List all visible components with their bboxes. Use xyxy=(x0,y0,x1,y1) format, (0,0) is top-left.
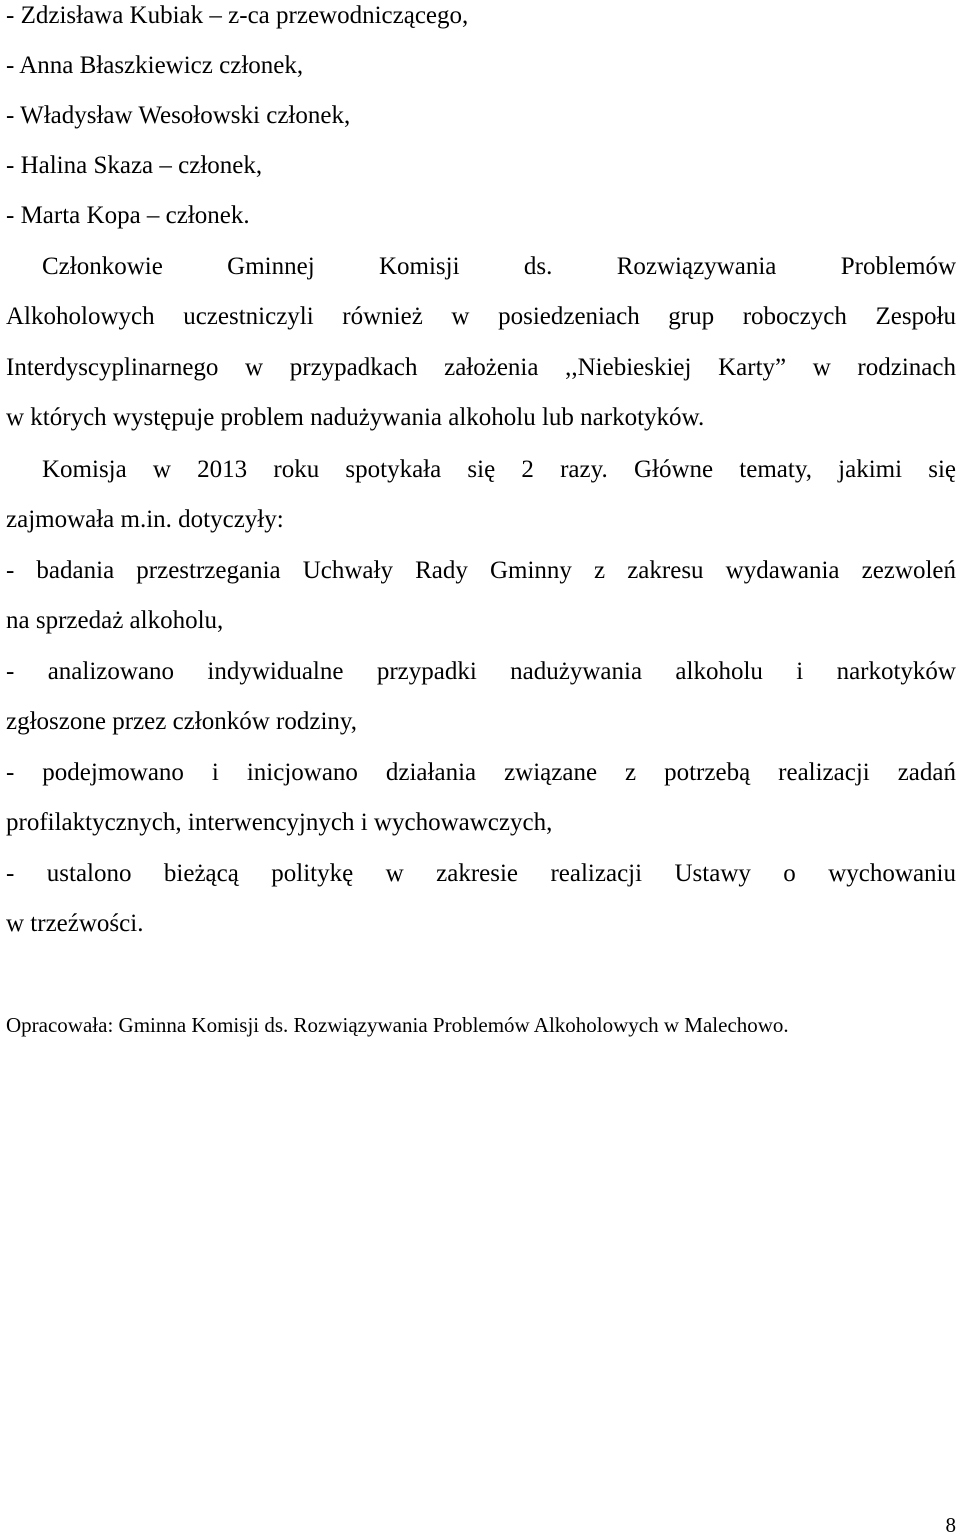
member-line: - Halina Skaza – członek, xyxy=(6,152,263,179)
member-line: - Marta Kopa – członek. xyxy=(6,202,250,229)
topic-line: - badania przestrzegania Uchwały Rady Gminny z zakresu wydawania zezwoleń xyxy=(6,557,956,584)
topic-line: - analizowano indywidualne przypadki nadużywania alkoholu i narkotyków xyxy=(6,658,956,685)
member-line: - Anna Błaszkiewicz członek, xyxy=(6,52,304,79)
member-line: - Władysław Wesołowski członek, xyxy=(6,102,351,129)
page-number: 8 xyxy=(945,1513,956,1537)
member-line: - Zdzisława Kubiak – z-ca przewodniczącego, xyxy=(6,2,469,29)
paragraph-line: Członkowie Gminnej Komisji ds. Rozwiązywania Problemów xyxy=(42,253,956,280)
topic-line: - ustalono bieżącą politykę w zakresie realizacji Ustawy o wychowaniu xyxy=(6,860,956,887)
topic-line: profilaktycznych, interwencyjnych i wychowawczych, xyxy=(6,809,553,836)
paragraph-line: zajmowała m.in. dotyczyły: xyxy=(6,506,284,533)
topic-line: w trzeźwości. xyxy=(6,910,144,937)
topic-line: zgłoszone przez członków rodziny, xyxy=(6,708,358,735)
topic-line: - podejmowano i inicjowano działania związane z potrzebą realizacji zadań xyxy=(6,759,956,786)
paragraph-line: Komisja w 2013 roku spotykała się 2 razy. Główne tematy, jakimi się xyxy=(42,456,956,483)
topic-line: na sprzedaż alkoholu, xyxy=(6,607,224,634)
paragraph-line: w których występuje problem nadużywania alkoholu lub narkotyków. xyxy=(6,404,705,431)
paragraph-line: Alkoholowych uczestniczyli również w posiedzeniach grup roboczych Zespołu xyxy=(6,303,956,330)
prepared-by-note: Opracowała: Gminna Komisji ds. Rozwiązywania Problemów Alkoholowych w Malechowo. xyxy=(6,1013,789,1037)
paragraph-line: Interdyscyplinarnego w przypadkach założenia ,,Niebieskiej Karty” w rodzinach xyxy=(6,354,956,381)
